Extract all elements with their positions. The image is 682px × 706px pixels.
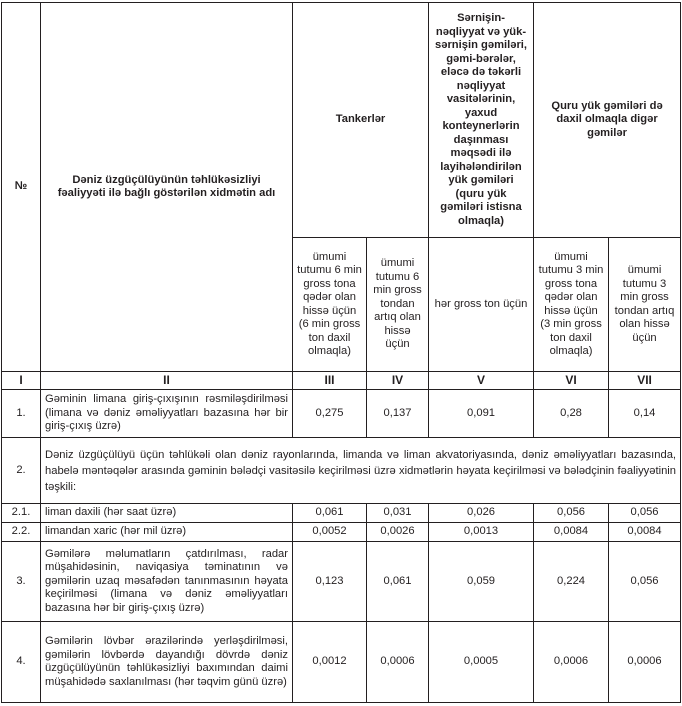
value-tankers-over6: 0,031 bbox=[367, 504, 429, 523]
value-tankers-upto6: 0,0052 bbox=[293, 523, 367, 542]
value-dry-upto3: 0,28 bbox=[534, 390, 609, 438]
header-no: № bbox=[2, 3, 41, 372]
value-dry-upto3: 0,0084 bbox=[534, 523, 609, 542]
row-number: 2. bbox=[2, 438, 41, 504]
row-number: 4. bbox=[2, 622, 41, 703]
subheader-dry-over3: ümumi tutumu 3 min gross tondan artıq olan hissə üçün bbox=[609, 238, 681, 372]
value-tankers-over6: 0,0026 bbox=[367, 523, 429, 542]
value-passenger: 0,026 bbox=[429, 504, 534, 523]
roman-4: IV bbox=[367, 372, 429, 390]
header-dry-cargo: Quru yük gəmiləri də daxil olmaqla digər gəmilər bbox=[534, 3, 681, 238]
roman-2: II bbox=[41, 372, 293, 390]
value-dry-over3: 0,0084 bbox=[609, 523, 681, 542]
value-passenger: 0,091 bbox=[429, 390, 534, 438]
table-row bbox=[2, 542, 681, 622]
row-description: Gəmilərin lövbər ərazilərində yerləşdirilməsi, gəmilərin lövbərdə dayandığı dövrdə dəniz üzgüçülüyünün təhlükəsizliyi baxımından daimi müşahidədə saxlanılması (hər təqvim günü üzrə) bbox=[41, 622, 293, 703]
row-description: liman daxili (hər saat üzrə) bbox=[41, 504, 293, 523]
roman-5: V bbox=[429, 372, 534, 390]
value-dry-over3: 0,14 bbox=[609, 390, 681, 438]
roman-3: III bbox=[293, 372, 367, 390]
row-description: limandan xaric (hər mil üzrə) bbox=[41, 523, 293, 542]
row-description: Dəniz üzgüçülüyü üçün təhlükəli olan dəniz rayonlarında, limanda və liman akvatoriyasında, dəniz əməliyyatları bazasında, habelə məntəqələr arasında gəminin bələdçi vasitəsilə keçirilməsi üzrə xidmətlərin həyata keçirilməsi və bələdçinin fəaliyyətinin təşkili: bbox=[41, 438, 681, 504]
value-tankers-upto6: 0,061 bbox=[293, 504, 367, 523]
value-dry-over3: 0,0006 bbox=[609, 622, 681, 703]
value-dry-upto3: 0,056 bbox=[534, 504, 609, 523]
header-passenger-ships: Sərnişin-nəqliyyat və yük-sərnişin gəmiləri, gəmi-bərələr, eləcə də təkərli nəqliyyat vasitələrinin, yaxud konteynerlərin daşınması məqsədi ilə layihələndirilən yük gəmiləri (quru yük gəmiləri istisna olmaqla) bbox=[429, 3, 534, 238]
value-tankers-over6: 0,061 bbox=[367, 542, 429, 622]
value-dry-upto3: 0,224 bbox=[534, 542, 609, 622]
table-row bbox=[2, 523, 681, 542]
subheader-tankers-over6: ümumi tutumu 6 min gross tondan artıq olan hissə üçün bbox=[367, 238, 429, 372]
value-dry-over3: 0,056 bbox=[609, 504, 681, 523]
table-row bbox=[2, 622, 681, 703]
table-row bbox=[2, 504, 681, 523]
subheader-tankers-upto6: ümumi tutumu 6 min gross tona qədər olan hissə üçün (6 min gross ton daxil olmaqla) bbox=[293, 238, 367, 372]
roman-7: VII bbox=[609, 372, 681, 390]
value-passenger: 0,0013 bbox=[429, 523, 534, 542]
row-number: 1. bbox=[2, 390, 41, 438]
subheader-dry-upto3: ümumi tutumu 3 min gross tona qədər olan hissə üçün (3 min gross ton daxil olmaqla) bbox=[534, 238, 609, 372]
value-passenger: 0,059 bbox=[429, 542, 534, 622]
table-row bbox=[2, 438, 681, 504]
tariff-table bbox=[1, 2, 681, 703]
table-row bbox=[2, 390, 681, 438]
roman-1: I bbox=[2, 372, 41, 390]
header-tankers: Tankerlər bbox=[293, 3, 429, 238]
row-number: 2.2. bbox=[2, 523, 41, 542]
subheader-passenger-per-ton: hər gross ton üçün bbox=[429, 238, 534, 372]
header-service-name: Dəniz üzgüçülüyünün təhlükəsizliyi fəaliyyəti ilə bağlı göstərilən xidmətin adı bbox=[41, 3, 293, 372]
row-number: 2.1. bbox=[2, 504, 41, 523]
value-dry-upto3: 0,0006 bbox=[534, 622, 609, 703]
roman-numeral-row bbox=[2, 372, 681, 390]
roman-6: VI bbox=[534, 372, 609, 390]
value-tankers-over6: 0,137 bbox=[367, 390, 429, 438]
header-row bbox=[2, 3, 681, 238]
row-description: Gəminin limana giriş-çıxışının rəsmiləşdirilməsi (limana və dəniz əməliyyatları bazasına hər bir giriş-çıxış üzrə) bbox=[41, 390, 293, 438]
value-tankers-over6: 0,0006 bbox=[367, 622, 429, 703]
value-passenger: 0,0005 bbox=[429, 622, 534, 703]
value-dry-over3: 0,056 bbox=[609, 542, 681, 622]
row-description: Gəmilərə məlumatların çatdırılması, radar müşahidəsinin, naviqasiya təminatının və gəmilərin uzaq məsafədən tanınmasının həyata keçirilməsi (limana və dəniz əməliyyatları bazasına hər bir giriş-çıxış üzrə) bbox=[41, 542, 293, 622]
value-tankers-upto6: 0,275 bbox=[293, 390, 367, 438]
value-tankers-upto6: 0,123 bbox=[293, 542, 367, 622]
row-number: 3. bbox=[2, 542, 41, 622]
value-tankers-upto6: 0,0012 bbox=[293, 622, 367, 703]
